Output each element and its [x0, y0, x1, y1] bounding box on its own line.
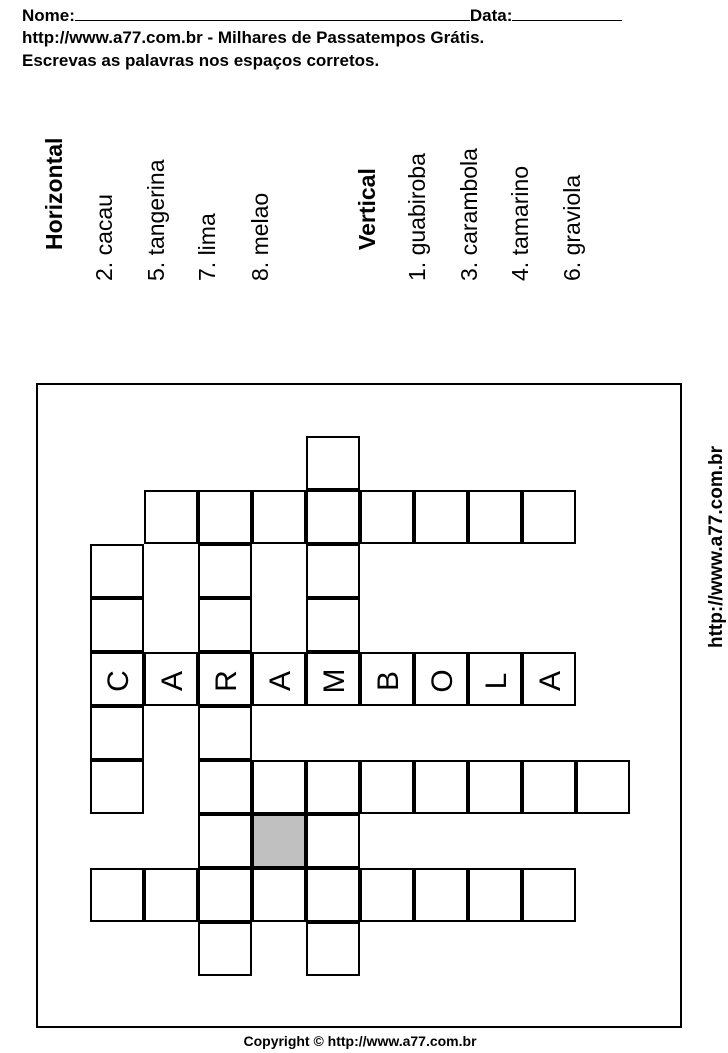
horizontal-clue: 2. cacau: [91, 194, 117, 281]
grid-cell[interactable]: [198, 706, 252, 760]
grid-cell[interactable]: [468, 652, 522, 706]
grid-cell[interactable]: [360, 760, 414, 814]
grid-cell[interactable]: [414, 490, 468, 544]
grid-cell[interactable]: [90, 760, 144, 814]
grid-cell[interactable]: [198, 922, 252, 976]
grid-cell[interactable]: [360, 652, 414, 706]
grid-cell[interactable]: [306, 868, 360, 922]
vertical-title: Vertical: [354, 168, 380, 250]
grid-cell[interactable]: [306, 490, 360, 544]
grid-cell[interactable]: [252, 868, 306, 922]
side-url: http://www.a77.com.br: [706, 446, 727, 648]
grid-cell[interactable]: [198, 814, 252, 868]
date-label: Data:: [469, 6, 513, 25]
cell-letter: R: [210, 670, 243, 692]
grid-cell[interactable]: [414, 652, 468, 706]
grid-cell[interactable]: [306, 544, 360, 598]
copyright: Copyright © http://www.a77.com.br: [243, 1033, 477, 1049]
grid-cell[interactable]: [198, 652, 252, 706]
grid-cell[interactable]: [306, 814, 360, 868]
grid-cell[interactable]: [306, 922, 360, 976]
grid-cell[interactable]: [252, 760, 306, 814]
grid-cell[interactable]: [522, 490, 576, 544]
grid-cell[interactable]: [306, 652, 360, 706]
grid-cell[interactable]: [90, 652, 144, 706]
grid-cell[interactable]: [198, 760, 252, 814]
grid-cell[interactable]: [252, 652, 306, 706]
grid-cell[interactable]: [306, 598, 360, 652]
grid-cell[interactable]: [144, 652, 198, 706]
grid-cell[interactable]: [522, 868, 576, 922]
grid-cell[interactable]: [90, 544, 144, 598]
horizontal-title: Horizontal: [41, 137, 67, 250]
horizontal-clue: 5. tangerina: [143, 159, 169, 281]
grid-cell[interactable]: [198, 598, 252, 652]
grid-cell[interactable]: [468, 490, 522, 544]
vertical-clue: 1. guabiroba: [404, 153, 430, 281]
grid-cell[interactable]: [576, 760, 630, 814]
name-label: Nome:: [22, 6, 75, 25]
cell-letter: A: [534, 671, 567, 692]
horizontal-clue: 7. lima: [194, 213, 220, 281]
cell-letter: C: [102, 670, 135, 692]
grid-cell[interactable]: [360, 868, 414, 922]
grid-cell[interactable]: [306, 760, 360, 814]
vertical-clue: 3. carambola: [456, 148, 482, 281]
grid-cell[interactable]: [90, 598, 144, 652]
name-field[interactable]: [75, 4, 470, 21]
vertical-clue: 6. graviola: [559, 174, 585, 281]
grid-cell[interactable]: [522, 760, 576, 814]
vertical-clue: 4. tamarino: [507, 165, 533, 281]
grid-cell[interactable]: [414, 868, 468, 922]
grid-cell[interactable]: [468, 868, 522, 922]
grid-cell[interactable]: [360, 490, 414, 544]
instruction: Escrevas as palavras nos espaços corretos.: [22, 51, 380, 70]
grid-cell[interactable]: [144, 490, 198, 544]
grid-cell[interactable]: [198, 868, 252, 922]
cell-letter: M: [318, 668, 351, 694]
date-field[interactable]: [512, 4, 622, 21]
cell-letter: L: [480, 672, 513, 690]
cell-letter: B: [372, 671, 405, 692]
horizontal-clue: 8. melao: [247, 192, 273, 281]
grid-cell[interactable]: [522, 652, 576, 706]
grid-cell[interactable]: [414, 760, 468, 814]
cell-letter: O: [426, 669, 459, 693]
grid-cell[interactable]: [198, 544, 252, 598]
cell-letter: A: [264, 671, 297, 692]
grid-cell[interactable]: [306, 436, 360, 490]
name-date-line: [22, 4, 622, 26]
cell-letter: A: [156, 671, 189, 692]
grid-cell[interactable]: [144, 868, 198, 922]
grid-cell[interactable]: [90, 868, 144, 922]
grid-cell[interactable]: [252, 490, 306, 544]
site-line: http://www.a77.com.br - Milhares de Passatempos Grátis.: [22, 28, 485, 47]
shaded-cell: [252, 814, 306, 868]
grid-cell[interactable]: [198, 490, 252, 544]
grid-cell[interactable]: [468, 760, 522, 814]
grid-cell[interactable]: [90, 706, 144, 760]
